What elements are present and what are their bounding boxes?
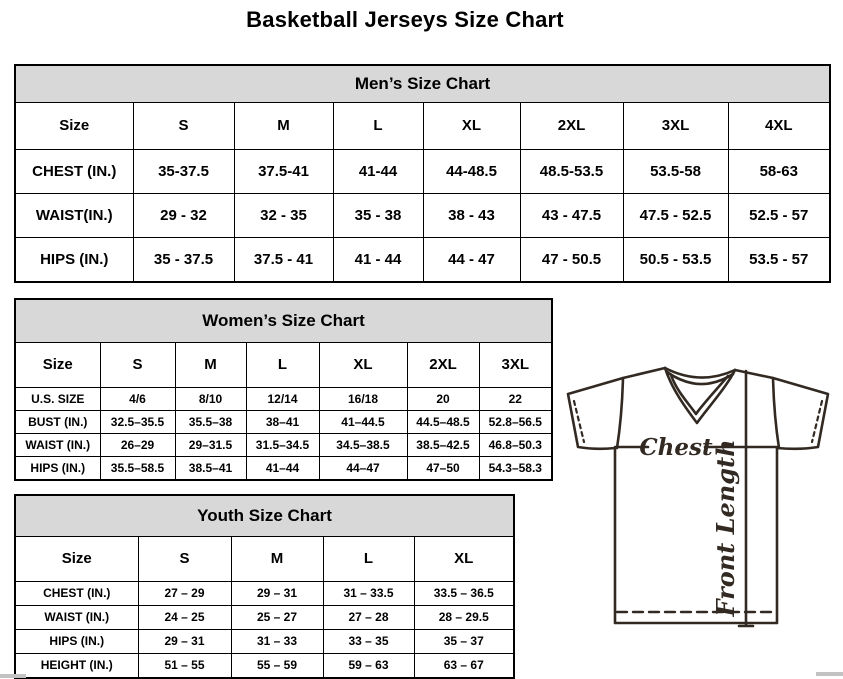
size-value: 35 – 37 bbox=[414, 630, 514, 654]
size-value: 41 - 44 bbox=[333, 238, 423, 283]
size-value: 33.5 – 36.5 bbox=[414, 582, 514, 606]
size-value: 33 – 35 bbox=[323, 630, 414, 654]
womens-col-header: 2XL bbox=[407, 343, 479, 388]
corner-fragment-left bbox=[0, 674, 26, 678]
mens-col-header: 3XL bbox=[623, 103, 728, 150]
youth-col-header: S bbox=[138, 537, 231, 582]
size-value: 54.3–58.3 bbox=[479, 457, 552, 481]
youth-size-chart-table bbox=[14, 494, 515, 679]
right-sleeve-seam bbox=[773, 378, 779, 448]
size-value: 16/18 bbox=[319, 388, 407, 411]
size-value: 35.5–38 bbox=[175, 411, 246, 434]
row-label: WAIST(IN.) bbox=[15, 194, 133, 238]
size-value: 55 – 59 bbox=[231, 654, 323, 679]
size-value: 41–44.5 bbox=[319, 411, 407, 434]
size-value: 47–50 bbox=[407, 457, 479, 481]
size-value: 47.5 - 52.5 bbox=[623, 194, 728, 238]
size-value: 26–29 bbox=[100, 434, 175, 457]
table-row bbox=[15, 150, 830, 194]
size-value: 35-37.5 bbox=[133, 150, 234, 194]
size-value: 8/10 bbox=[175, 388, 246, 411]
table-row bbox=[15, 411, 552, 434]
mens-col-header: XL bbox=[423, 103, 520, 150]
table-row bbox=[15, 654, 514, 679]
womens-col-header: 3XL bbox=[479, 343, 552, 388]
size-value: 38 - 43 bbox=[423, 194, 520, 238]
size-value: 37.5-41 bbox=[234, 150, 333, 194]
mens-col-header: Size bbox=[15, 103, 133, 150]
size-value: 59 – 63 bbox=[323, 654, 414, 679]
front-length-line bbox=[739, 371, 753, 626]
size-value: 37.5 - 41 bbox=[234, 238, 333, 283]
size-value: 58-63 bbox=[728, 150, 830, 194]
size-value: 48.5-53.5 bbox=[520, 150, 623, 194]
row-label: CHEST (IN.) bbox=[15, 582, 138, 606]
size-value: 44–47 bbox=[319, 457, 407, 481]
row-label: CHEST (IN.) bbox=[15, 150, 133, 194]
size-value: 51 – 55 bbox=[138, 654, 231, 679]
size-value: 28 – 29.5 bbox=[414, 606, 514, 630]
left-sleeve-seam bbox=[617, 378, 623, 448]
womens-col-header: Size bbox=[15, 343, 100, 388]
size-value: 34.5–38.5 bbox=[319, 434, 407, 457]
womens-col-header: L bbox=[246, 343, 319, 388]
row-label: BUST (IN.) bbox=[15, 411, 100, 434]
row-label: WAIST (IN.) bbox=[15, 606, 138, 630]
mens-col-header: M bbox=[234, 103, 333, 150]
size-value: 12/14 bbox=[246, 388, 319, 411]
youth-col-header: Size bbox=[15, 537, 138, 582]
table-row bbox=[15, 630, 514, 654]
size-value: 24 – 25 bbox=[138, 606, 231, 630]
size-value: 4/6 bbox=[100, 388, 175, 411]
size-value: 31.5–34.5 bbox=[246, 434, 319, 457]
womens-col-header: S bbox=[100, 343, 175, 388]
table-row bbox=[15, 194, 830, 238]
page-title: Basketball Jerseys Size Chart bbox=[246, 7, 564, 32]
size-value: 44 - 47 bbox=[423, 238, 520, 283]
size-value: 41–44 bbox=[246, 457, 319, 481]
womens-table-title: Women’s Size Chart bbox=[15, 299, 552, 343]
table-row bbox=[15, 434, 552, 457]
size-value: 31 – 33.5 bbox=[323, 582, 414, 606]
womens-col-header: XL bbox=[319, 343, 407, 388]
size-value: 52.5 - 57 bbox=[728, 194, 830, 238]
row-label: HIPS (IN.) bbox=[15, 238, 133, 283]
size-value: 29 – 31 bbox=[231, 582, 323, 606]
mens-size-chart-table bbox=[14, 64, 831, 283]
size-value: 31 – 33 bbox=[231, 630, 323, 654]
size-value: 35 - 37.5 bbox=[133, 238, 234, 283]
size-value: 47 - 50.5 bbox=[520, 238, 623, 283]
table-row bbox=[15, 388, 552, 411]
youth-col-header: L bbox=[323, 537, 414, 582]
row-label: HEIGHT (IN.) bbox=[15, 654, 138, 679]
mens-table-title: Men’s Size Chart bbox=[15, 65, 830, 103]
size-value: 63 – 67 bbox=[414, 654, 514, 679]
mens-col-header: L bbox=[333, 103, 423, 150]
table-row bbox=[15, 457, 552, 481]
size-value: 53.5-58 bbox=[623, 150, 728, 194]
row-label: U.S. SIZE bbox=[15, 388, 100, 411]
jersey-measurement-diagram bbox=[556, 358, 840, 660]
youth-col-header: M bbox=[231, 537, 323, 582]
table-row bbox=[15, 582, 514, 606]
jersey-diagram-svg bbox=[556, 358, 840, 660]
size-value: 46.8–50.3 bbox=[479, 434, 552, 457]
size-value: 50.5 - 53.5 bbox=[623, 238, 728, 283]
size-value: 25 – 27 bbox=[231, 606, 323, 630]
front-length-label: Front Length bbox=[711, 439, 740, 617]
size-value: 29–31.5 bbox=[175, 434, 246, 457]
jersey-outline bbox=[568, 368, 828, 623]
size-value: 52.8–56.5 bbox=[479, 411, 552, 434]
size-value: 27 – 28 bbox=[323, 606, 414, 630]
youth-table-title: Youth Size Chart bbox=[15, 495, 514, 537]
row-label: HIPS (IN.) bbox=[15, 630, 138, 654]
size-value: 38–41 bbox=[246, 411, 319, 434]
chest-label: Chest bbox=[639, 434, 713, 461]
size-value: 53.5 - 57 bbox=[728, 238, 830, 283]
mens-col-header: 4XL bbox=[728, 103, 830, 150]
table-row bbox=[15, 606, 514, 630]
size-value: 20 bbox=[407, 388, 479, 411]
size-value: 29 - 32 bbox=[133, 194, 234, 238]
womens-size-chart-table bbox=[14, 298, 553, 481]
size-value: 35 - 38 bbox=[333, 194, 423, 238]
youth-col-header: XL bbox=[414, 537, 514, 582]
size-value: 29 – 31 bbox=[138, 630, 231, 654]
row-label: WAIST (IN.) bbox=[15, 434, 100, 457]
size-value: 38.5–42.5 bbox=[407, 434, 479, 457]
size-value: 44.5–48.5 bbox=[407, 411, 479, 434]
size-value: 38.5–41 bbox=[175, 457, 246, 481]
corner-fragment-right bbox=[816, 672, 843, 676]
size-value: 41-44 bbox=[333, 150, 423, 194]
size-value: 32.5–35.5 bbox=[100, 411, 175, 434]
size-value: 43 - 47.5 bbox=[520, 194, 623, 238]
womens-col-header: M bbox=[175, 343, 246, 388]
mens-col-header: S bbox=[133, 103, 234, 150]
size-value: 32 - 35 bbox=[234, 194, 333, 238]
size-value: 35.5–58.5 bbox=[100, 457, 175, 481]
table-row bbox=[15, 238, 830, 283]
row-label: HIPS (IN.) bbox=[15, 457, 100, 481]
mens-col-header: 2XL bbox=[520, 103, 623, 150]
size-value: 22 bbox=[479, 388, 552, 411]
size-value: 27 – 29 bbox=[138, 582, 231, 606]
size-value: 44-48.5 bbox=[423, 150, 520, 194]
